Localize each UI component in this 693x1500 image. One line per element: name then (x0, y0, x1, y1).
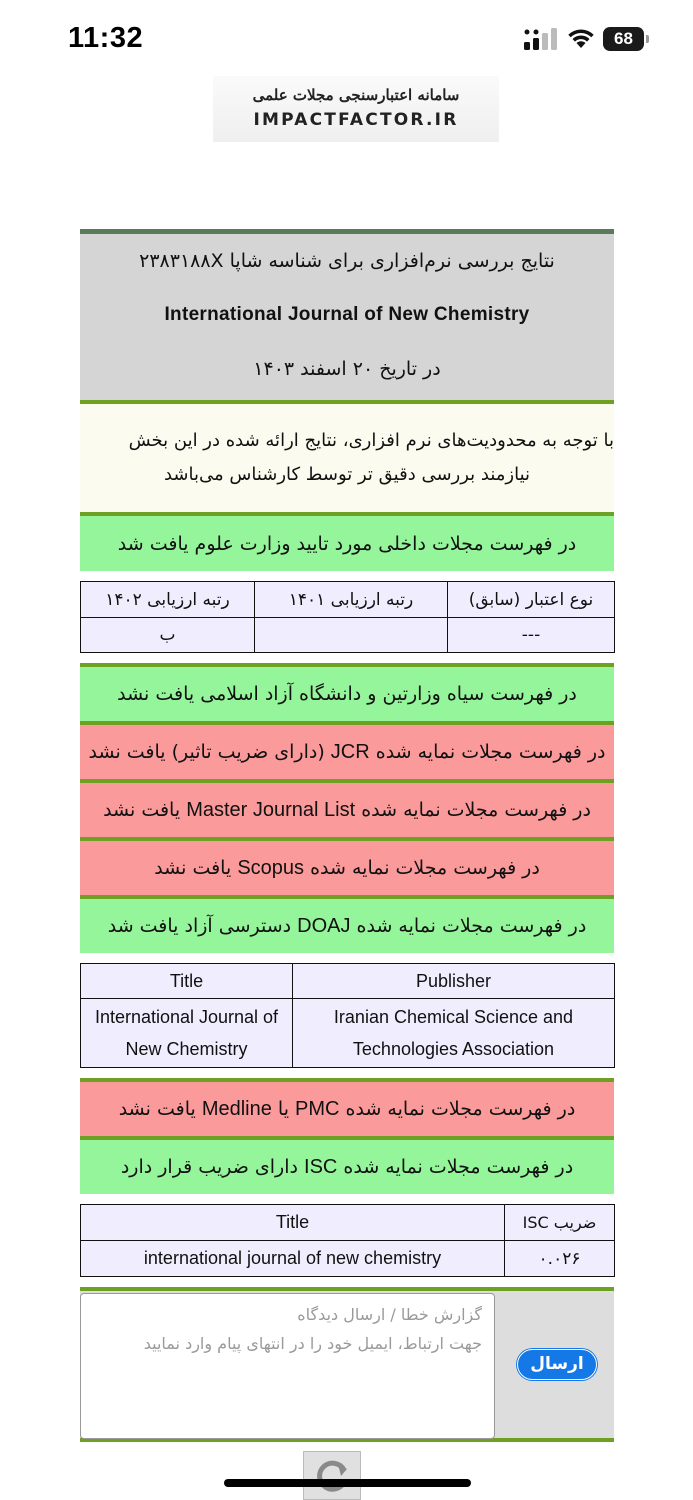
logo-title-en: IMPACTFACTOR.IR (253, 110, 459, 130)
report-header (80, 229, 614, 400)
msrt-status-found (80, 512, 614, 571)
doaj-table (80, 963, 615, 1068)
pmc-label: PMC (295, 1097, 340, 1120)
refresh-captcha[interactable] (303, 1451, 361, 1500)
issn-line: نتایج بررسی نرم‌افزاری برای شناسه شاپا ۲۳۸۳۱۸۸X (139, 250, 555, 272)
scopus-label: Scopus (237, 856, 305, 879)
doaj-publisher: Iranian Chemical Science and Technologies Association (293, 999, 615, 1068)
disclaimer-notice (80, 400, 614, 512)
refresh-icon (312, 1456, 352, 1496)
status-bar (0, 0, 693, 80)
isc-table (80, 1204, 615, 1277)
battery-level: 68 (614, 29, 633, 48)
site-logo[interactable] (213, 76, 499, 142)
isc-header-coef: ضریب ISC (505, 1205, 615, 1241)
msrt-value-1401 (255, 618, 448, 653)
mjl-status: در فهرست مجلات نمایه شده Master Journal List یافت نشد (80, 779, 614, 837)
disclaimer-line-1: با توجه به محدودیت‌های نرم افزاری، نتایج ارائه شده در این بخش (128, 430, 614, 451)
send-button[interactable]: ارسال (517, 1349, 597, 1380)
doaj-header-title: Title (81, 964, 293, 999)
logo-title-fa: سامانه اعتبارسنجی مجلات علمی (252, 86, 460, 104)
msrt-status-text: در فهرست مجلات داخلی مورد تایید وزارت علوم یافت شد (117, 532, 577, 555)
msrt-value-1402: ب (81, 618, 255, 653)
medline-label: Medline (201, 1097, 272, 1120)
msrt-ranking-table (80, 581, 615, 653)
jcr-status: در فهرست مجلات نمایه شده JCR (دارای ضریب تاثیر) یافت نشد (80, 721, 614, 779)
doaj-status: در فهرست مجلات نمایه شده DOAJ دسترسی آزاد یافت شد (80, 895, 614, 953)
feedback-form (80, 1287, 614, 1442)
doaj-label: DOAJ (297, 914, 351, 937)
home-indicator[interactable] (224, 1479, 471, 1487)
journal-name: International Journal of New Chemistry (164, 304, 530, 325)
status-time: 11:32 (68, 22, 144, 54)
isc-status: در فهرست مجلات نمایه شده ISC دارای ضریب قرار دارد (80, 1136, 614, 1194)
jcr-label: JCR (330, 740, 370, 763)
doaj-header-publisher: Publisher (293, 964, 615, 999)
wifi-icon (566, 27, 596, 49)
report-panel (80, 229, 614, 1442)
isc-header-title: Title (81, 1205, 505, 1241)
msrt-header-credit-type: نوع اعتبار (سابق) (448, 582, 615, 618)
isc-journal-title: international journal of new chemistry (81, 1241, 505, 1277)
feedback-textarea[interactable] (80, 1293, 495, 1439)
feedback-placeholder-line-2: جهت ارتباط، ایمیل خود را در انتهای پیام وارد نمایید (143, 1334, 482, 1353)
isc-coefficient: ۰.۰۲۶ (505, 1241, 615, 1277)
signal-icon (524, 28, 558, 50)
blacklist-status-text: در فهرست سیاه وزارتین و دانشگاه آزاد اسلامی یافت نشد (117, 683, 577, 705)
msrt-header-1402: رتبه ارزیابی ۱۴۰۲ (81, 582, 255, 618)
msrt-header-1401: رتبه ارزیابی ۱۴۰۱ (255, 582, 448, 618)
msrt-value-credit-type: --- (448, 618, 615, 653)
doaj-journal-title: International Journal of New Chemistry (81, 999, 293, 1068)
isc-label: ISC (304, 1155, 338, 1178)
scopus-status: در فهرست مجلات نمایه شده Scopus یافت نشد (80, 837, 614, 895)
blacklist-status (80, 663, 614, 721)
feedback-placeholder-line-1: گزارش خطا / ارسال دیدگاه (297, 1305, 482, 1324)
report-date: در تاریخ ۲۰ اسفند ۱۴۰۳ (253, 358, 441, 380)
battery-icon (603, 27, 649, 51)
disclaimer-line-2: نیازمند بررسی دقیق تر توسط کارشناس می‌باشد (163, 464, 531, 485)
mjl-label: Master Journal List (186, 798, 356, 821)
pmc-status: در فهرست مجلات نمایه شده PMC یا Medline یافت نشد (80, 1078, 614, 1136)
